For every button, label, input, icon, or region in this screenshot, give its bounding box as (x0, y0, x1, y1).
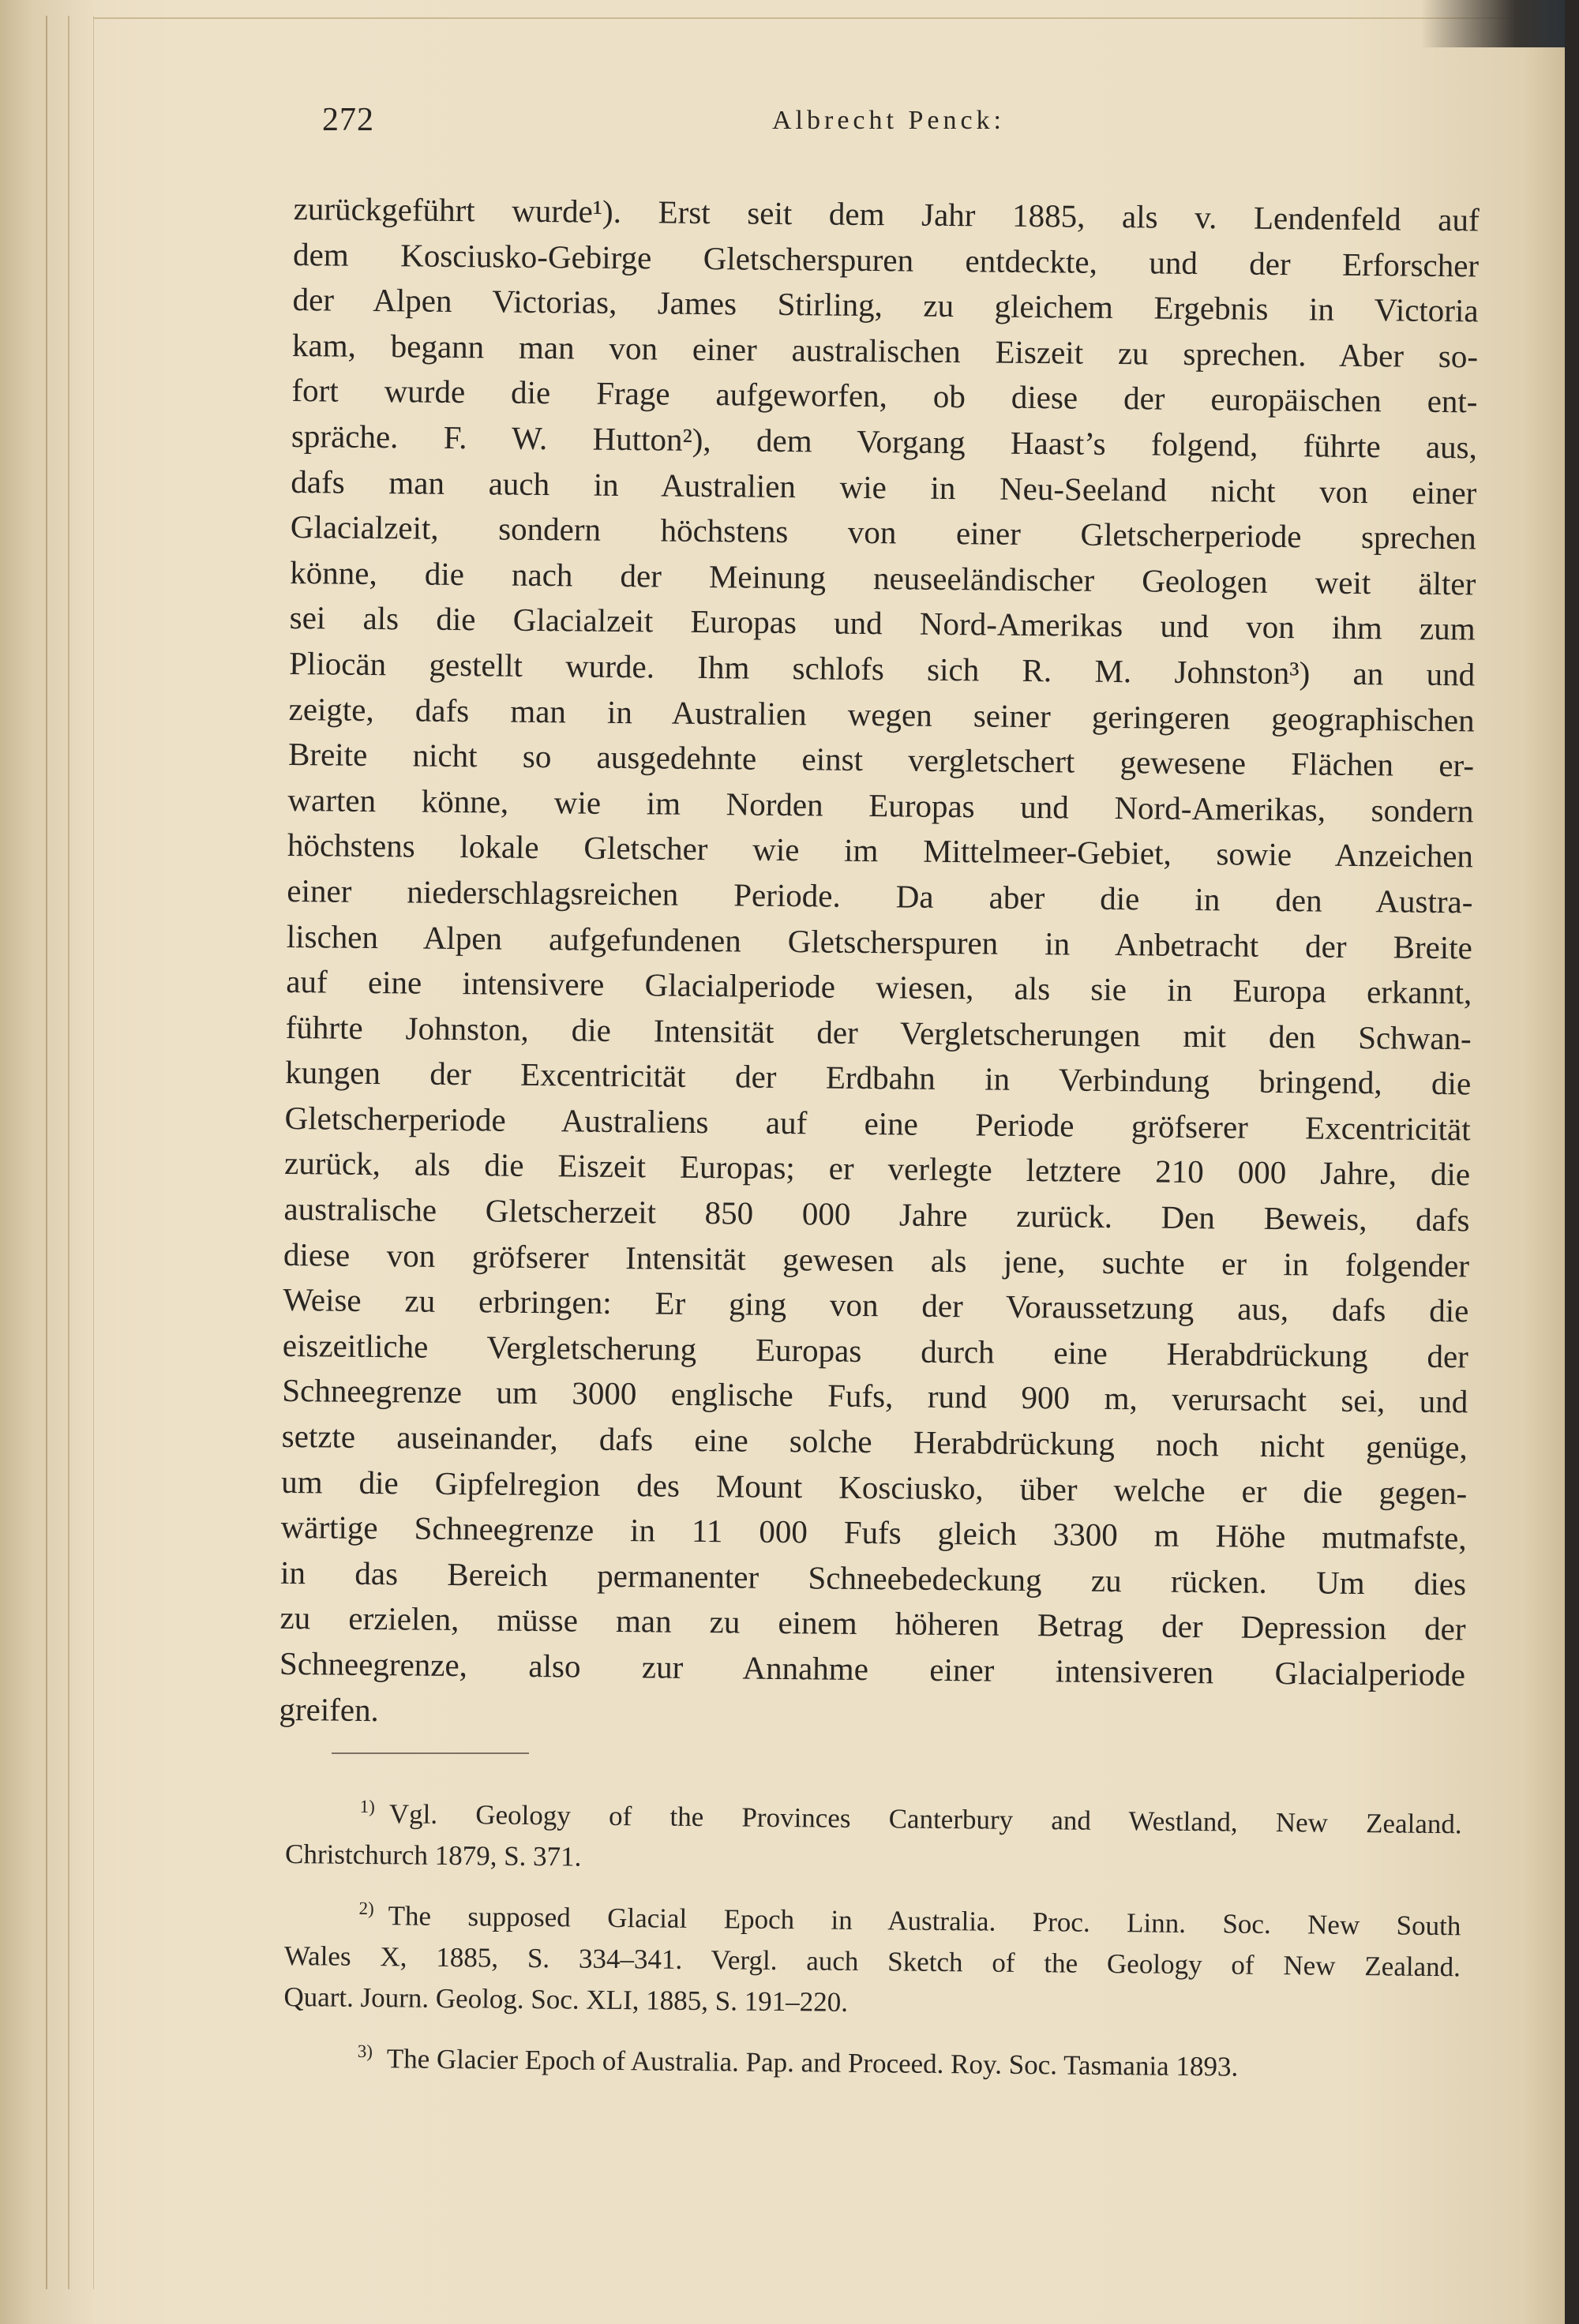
body-line: Breite nicht so ausgedehnte einst vergletschert gewesene Flächen er- (287, 736, 1475, 784)
body-line: Schneegrenze, also zur Annahme einer intensiveren Glacialperiode (279, 1644, 1466, 1693)
body-line: zeigte, dafs man in Australien wegen seiner geringeren geographischen (288, 690, 1475, 738)
body-line: dem Kosciusko-Gebirge Gletscherspuren entdeckte, und der Erforscher (292, 235, 1480, 284)
body-line: in das Bereich permanenter Schneebedeckung zu rücken. Um dies (279, 1554, 1467, 1602)
body-line: der Alpen Victorias, James Stirling, zu gleichem Ergebnis in Victoria (292, 281, 1479, 329)
body-line: zurückgeführt wurde¹). Erst seit dem Jahr 1885, als v. Lendenfeld auf (293, 189, 1480, 238)
footnote-text: The supposed Glacial Epoch in Australia. Proc. Linn. Soc. New South (388, 1900, 1461, 1942)
footnote-rule (332, 1752, 529, 1754)
body-line: warten könne, wie im Norden Europas und Nord-Amerikas, sondern (287, 781, 1474, 830)
body-line: Weise zu erbringen: Er ging von der Voraussetzung aus, dafs die (283, 1281, 1469, 1329)
body-line: auf eine intensivere Glacialperiode wiesen, als sie in Europa erkannt, (286, 963, 1472, 1011)
body-line: Glacialzeit, sondern höchstens von einer Gletscherperiode sprechen (290, 508, 1477, 557)
page-top-edge (93, 17, 1562, 19)
footnotes (283, 1786, 1462, 2102)
body-line: um die Gipfelregion des Mount Kosciusko, über welche er die gegen- (281, 1463, 1468, 1511)
footnote (285, 1786, 1462, 1886)
body-line: spräche. F. W. Hutton²), dem Vorgang Haast’s folgend, führte aus, (291, 417, 1478, 466)
body-line: führte Johnston, die Intensität der Vergletscherungen mit den Schwan- (285, 1008, 1472, 1057)
body-line: Pliocän gestellt wurde. Ihm schlofs sich R. M. Johnston³) an und (288, 644, 1476, 693)
body-line: dafs man auch in Australien wie in Neu-Seeland nicht von einer (291, 463, 1477, 511)
footnote-marker: 3) (357, 2041, 373, 2062)
body-line: zu erzielen, müsse man zu einem höheren Betrag der Depression der (279, 1599, 1466, 1647)
footnote (283, 2030, 1460, 2090)
footnote-text: Christchurch 1879, S. 371. (284, 1838, 582, 1872)
body-line: diese von gröfserer Intensität gewesen als jene, suchte er in folgender (283, 1235, 1470, 1284)
footnote-text: Vgl. Geology of the Provinces Canterbury and Westland, New Zealand. (388, 1798, 1462, 1840)
footnote-marker: 1) (359, 1796, 376, 1817)
page-number: 272 (322, 102, 374, 138)
body-line: setzte auseinander, dafs eine solche Herabdrückung noch nicht genüge, (281, 1417, 1468, 1466)
body-line: zurück, als die Eiszeit Europas; er verlegte letztere 210 000 Jahre, die (283, 1145, 1471, 1193)
body-text (279, 186, 1480, 1744)
body-line: lischen Alpen aufgefundenen Gletscherspuren in Anbetracht der Breite (286, 917, 1473, 965)
body-line: australische Gletscherzeit 850 000 Jahre zurück. Den Beweis, dafs (283, 1190, 1470, 1239)
page-edge-line (93, 16, 94, 2289)
body-line: höchstens lokale Gletscher wie im Mittelmeer-Gebiet, sowie Anzeichen (287, 827, 1474, 875)
footnote (283, 1887, 1461, 2029)
page-fore-edge (0, 0, 95, 2324)
scan-background-edge (1565, 0, 1579, 2324)
body-line: kungen der Excentricität der Erdbahn in Verbindung bringend, die (285, 1054, 1472, 1102)
body-line: eiszeitliche Vergletscherung Europas durch eine Herabdrückung der (282, 1326, 1469, 1375)
page-header (322, 101, 1479, 148)
footnote-text: The Glacier Epoch of Australia. Pap. and Proceed. Roy. Soc. Tasmania 1893. (386, 2043, 1239, 2082)
body-line: sei als die Glacialzeit Europas und Nord-Amerikas und von ihm zum (289, 599, 1476, 647)
page-edge-line (68, 16, 69, 2289)
body-line: könne, die nach der Meinung neuseeländischer Geologen weit älter (290, 553, 1476, 602)
page-edge-line (46, 16, 47, 2289)
footnote-line (283, 2030, 1460, 2090)
body-line: Schneegrenze um 3000 englische Fufs, rund 900 m, verursacht sei, und (282, 1372, 1468, 1420)
scan-background-corner (1421, 0, 1579, 47)
running-head: Albrecht Penck: (772, 106, 1005, 135)
body-line: Gletscherperiode Australiens auf eine Periode gröfserer Excentricität (284, 1099, 1471, 1148)
body-line: greifen. (279, 1690, 380, 1728)
body-line: fort wurde die Frage aufgeworfen, ob diese der europäischen ent- (291, 372, 1478, 420)
footnote-text: Wales X, 1885, S. 334–341. Vergl. auch Sketch of the Geology of New Zealand. (283, 1940, 1461, 1983)
body-line: kam, begann man von einer australischen Eiszeit zu sprechen. Aber so- (291, 326, 1479, 375)
footnote-marker: 2) (358, 1898, 374, 1919)
body-line: wärtige Schneegrenze in 11 000 Fufs gleich 3300 m Höhe mutmafste, (280, 1509, 1467, 1557)
body-line: einer niederschlagsreichen Periode. Da aber die in den Austra- (287, 872, 1473, 920)
footnote-text: Quart. Journ. Geolog. Soc. XLI, 1885, S. 191–220. (283, 1981, 849, 2018)
